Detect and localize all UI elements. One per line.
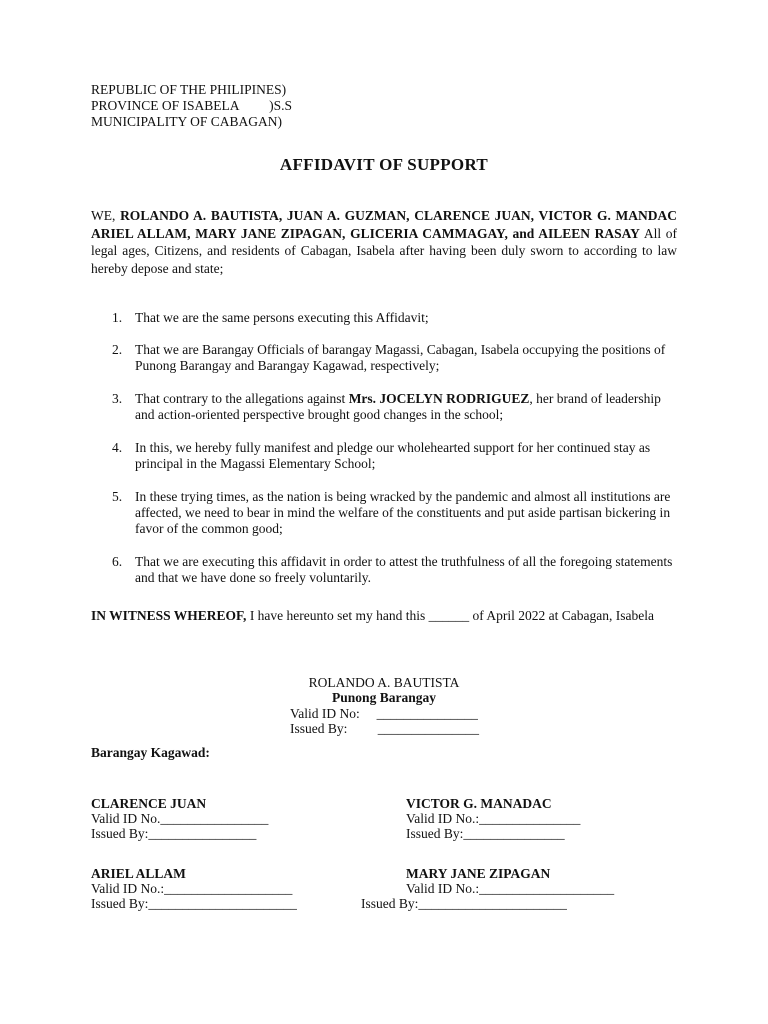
kagawad-label: Barangay Kagawad: [91,745,210,760]
punong-valid-id: Valid ID No: _______________ [290,706,478,721]
list-item-number: 1. [112,310,123,325]
header-line-municipality: MUNICIPALITY OF CABAGAN) [91,114,283,129]
list-item-text: That we are the same persons executing this Affidavit; [135,310,429,325]
signatory-name: CLARENCE JUAN [91,796,207,811]
punong-position: Punong Barangay [332,690,436,705]
intro-names: ROLANDO A. BAUTISTA, JUAN A. GUZMAN, CLARENCE JUAN, VICTOR G. MANDAC ARIEL ALLAM, MARY JANE ZIPAGAN, GLICERIA CAMMAGAY, and AILEEN RASAY [91,208,677,241]
signatory-name: MARY JANE ZIPAGAN [406,866,551,881]
punong-name: ROLANDO A. BAUTISTA [308,675,460,690]
list-item-text [135,391,681,423]
witness-text: I have hereunto set my hand this ______ of April 2022 at Cabagan, Isabela [246,608,654,623]
list-item-number: 5. [112,489,123,504]
header-line-province: PROVINCE OF ISABELA )S.S [91,98,293,113]
intro-rest: All of legal ages, Citizens, and residents of Cabagan, Isabela after having been duly sworn to according to law hereby depose and state; [91,225,677,276]
list-item-number: 2. [112,342,123,357]
signatory-issued-by: Issued By:_______________ [406,826,565,841]
signatory-issued-by: Issued By:________________ [91,826,257,841]
signatory-valid-id: Valid ID No.:___________________ [91,881,293,896]
witness-paragraph [91,607,681,624]
signatory-name: ARIEL ALLAM [91,866,186,881]
punong-issued-by: Issued By: _______________ [290,721,479,736]
list-item-text-post: , her brand of leadership and action-oriented perspective brought good changes in the school; [135,391,661,422]
signatory-issued-by: Issued By:______________________ [91,896,297,911]
signatory-name: VICTOR G. MANADAC [406,796,552,811]
list-item-text-pre: That contrary to the allegations against [135,391,349,406]
signatory-valid-id: Valid ID No.:_______________ [406,811,581,826]
header-line-republic: REPUBLIC OF THE PHILIPINES) [91,82,287,97]
list-item-number: 3. [112,391,123,406]
signatory-issued-by: Issued By:______________________ [361,896,567,911]
list-item-number: 4. [112,440,123,455]
intro-we: WE, [91,208,121,223]
document-title: AFFIDAVIT OF SUPPORT [279,155,489,174]
list-item-text-bold: Mrs. JOCELYN RODRIGUEZ [348,391,530,406]
witness-heading: IN WITNESS WHEREOF, [91,608,247,623]
list-item-text: That we are executing this affidavit in order to attest the truthfulness of all the foregoing statements and that we have done so freely voluntarily. [135,554,673,585]
list-item-text: In these trying times, as the nation is being wracked by the pandemic and almost all institutions are affected, we need to bear in mind the welfare of the constituents and put aside partisan bickering in favor of the common good; [135,489,671,536]
list-item-text: In this, we hereby fully manifest and pledge our wholehearted support for her continued stay as principal in the Magassi Elementary School; [135,440,651,471]
intro-paragraph [91,207,677,277]
signatory-valid-id: Valid ID No.________________ [91,811,269,826]
list-item-text: That we are Barangay Officials of barangay Magassi, Cabagan, Isabela occupying the positions of Punong Barangay and Barangay Kagawad, respectively; [135,342,666,373]
list-item-number: 6. [112,554,123,569]
signatory-valid-id: Valid ID No.:____________________ [406,881,615,896]
